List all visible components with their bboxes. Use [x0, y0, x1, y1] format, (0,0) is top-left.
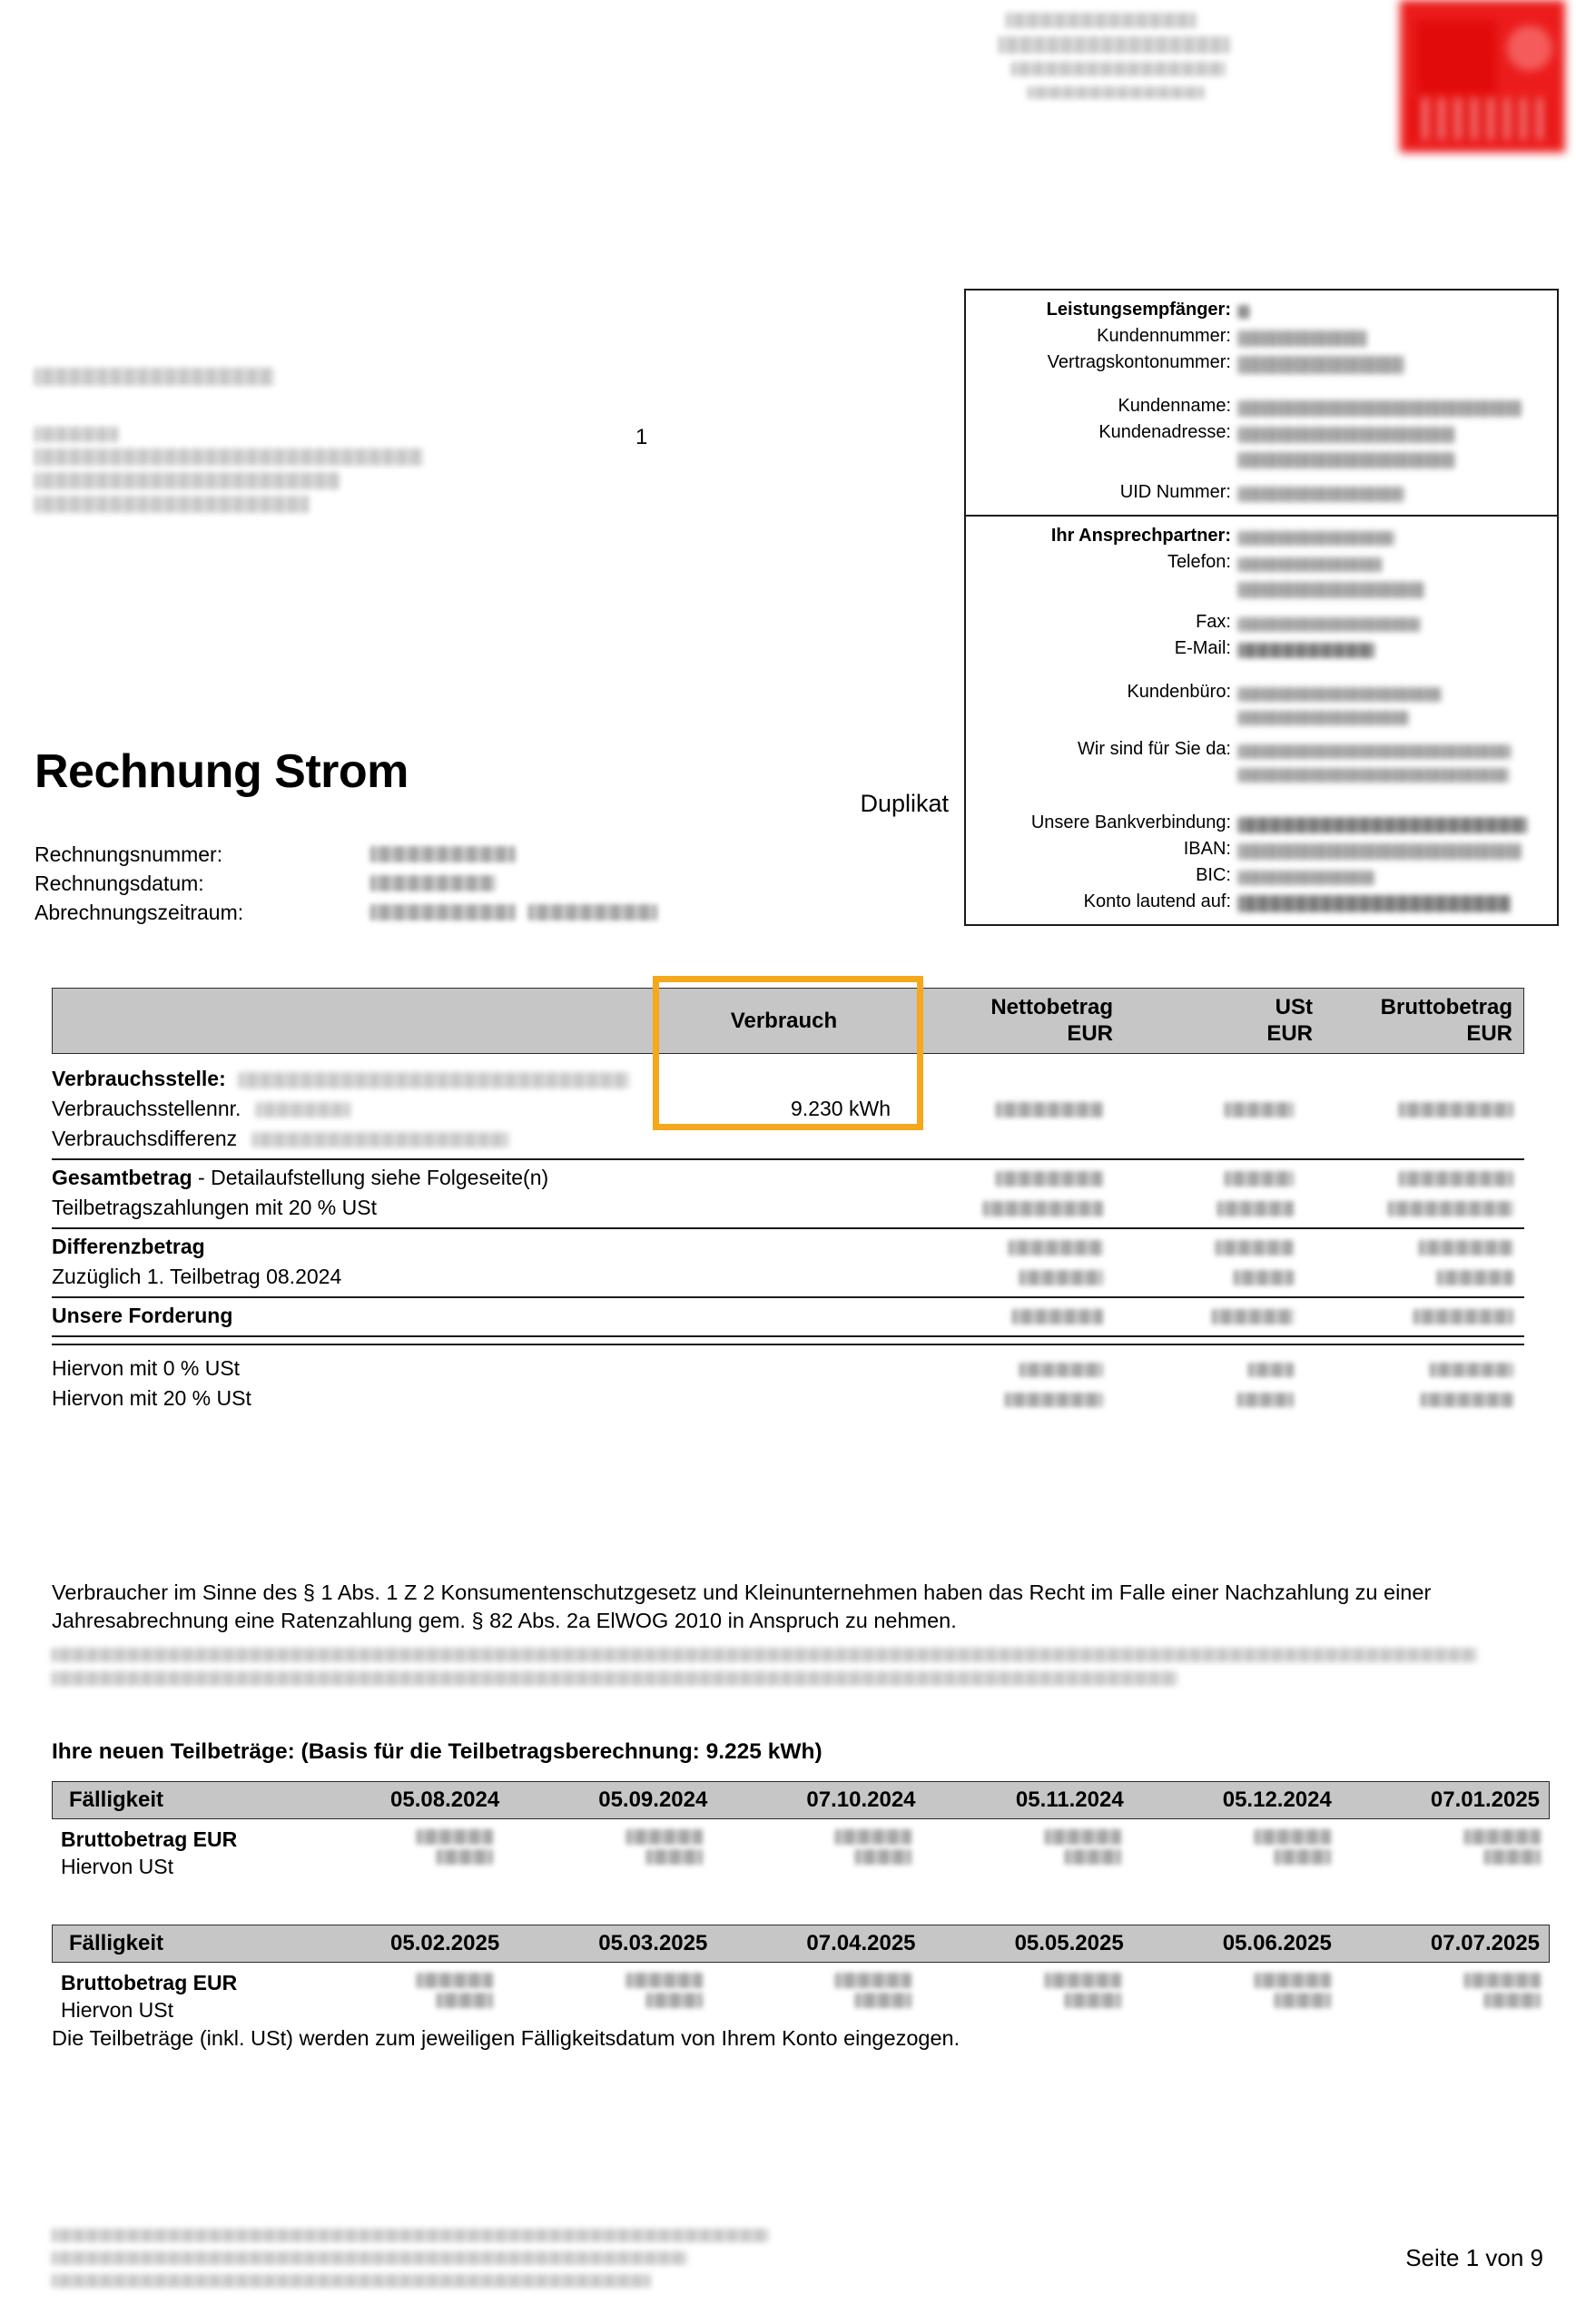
row-consumption-cell: [655, 1160, 911, 1166]
row-gross-cell: [1303, 1091, 1524, 1121]
row-vat-cell: [1112, 1229, 1303, 1259]
faelligkeit-label: Fälligkeit: [69, 1931, 164, 1955]
logo-mark-icon: [1400, 0, 1565, 153]
row-vat-cell: [1112, 1091, 1303, 1121]
info-row-vertragskontonummer: [970, 351, 1548, 375]
sender-address-redacted: [34, 368, 274, 386]
info-row-kundenadresse: [970, 421, 1548, 468]
table-row: [52, 1160, 1524, 1190]
page-marker: 1: [635, 425, 648, 449]
abrechnungszeitraum-label: Abrechnungszeitraum:: [34, 900, 244, 924]
installments-amount-cell: [292, 1826, 502, 1880]
row-net-cell: [911, 1229, 1112, 1259]
info-row-iban: [970, 838, 1548, 862]
info-row-uid-nummer: [970, 481, 1548, 505]
row-label-cell: [52, 1351, 655, 1381]
info-row-kundenname: [970, 395, 1548, 419]
table-row: [52, 1381, 1524, 1411]
hiervon-20-label: Hiervon mit 20 % USt: [52, 1386, 251, 1410]
row-vat-cell: [1112, 1351, 1303, 1381]
row-gross-cell: [1303, 1121, 1524, 1127]
table-row: [52, 1091, 1524, 1121]
table-row: [52, 1298, 1524, 1328]
row-label-cell: [52, 1160, 655, 1190]
fax-label: Fax:: [1196, 612, 1231, 632]
row-label-cell: [52, 1229, 655, 1259]
row-consumption-cell: [655, 1061, 911, 1067]
row-net-cell: [911, 1091, 1112, 1121]
row-net-cell: [911, 1298, 1112, 1328]
row-vat-cell: [1112, 1259, 1303, 1289]
table-row: [52, 1351, 1524, 1381]
row-label-cell: [52, 1121, 655, 1151]
installments-row-labels: [52, 1826, 292, 1880]
row-vat-cell: [1112, 1061, 1303, 1067]
legal-notice-text: Verbraucher im Sinne des § 1 Abs. 1 Z 2 Konsumentenschutzgesetz und Kleinunternehmen haben das Recht im Falle einer Nachzahlung zu einer Jahresabrechnung eine Ratenzahlung gem. § 82 Abs. 2a ElWOG 2010 in Anspruch zu nehmen.: [52, 1580, 1432, 1632]
row-label-cell: [52, 1061, 655, 1091]
header-gross-line2: EUR: [1466, 1021, 1512, 1046]
info-row-kundennummer: [970, 325, 1548, 349]
installments-amount-cell: [1130, 1826, 1340, 1880]
konto-lautend-auf-label: Konto lautend auf:: [1083, 891, 1231, 911]
info-row-fax: [970, 611, 1548, 635]
table-row: [52, 1061, 1524, 1091]
company-name-redacted: [990, 7, 1262, 73]
sender-line: [34, 368, 543, 413]
row-gross-cell: [1303, 1298, 1524, 1328]
installments-closing-note: Die Teilbeträge (inkl. USt) werden zum jeweiligen Fälligkeitsdatum von Ihrem Konto eingezogen.: [52, 2026, 960, 2050]
footer-redacted-block: [52, 2229, 823, 2297]
kundennummer-label: Kundennummer:: [1097, 326, 1231, 346]
bruttobetrag-eur-label: Bruttobetrag EUR: [61, 1827, 238, 1851]
info-row-konto-lautend-auf: [970, 891, 1548, 914]
row-net-cell: [911, 1061, 1112, 1067]
ansprechpartner-heading-label: Ihr Ansprechpartner:: [1050, 526, 1231, 546]
row-label-cell: [52, 1298, 655, 1328]
meta-row-rechnungsdatum: [34, 869, 657, 898]
rechnungsnummer-label: Rechnungsnummer:: [34, 842, 223, 866]
header-vat-cell: [1122, 989, 1322, 1053]
info-row-email: [970, 637, 1548, 661]
header-consumption-cell: Verbrauch: [730, 1008, 838, 1033]
row-label-cell: [52, 1259, 655, 1289]
info-box: [964, 289, 1559, 926]
header-vat-line1: USt: [1275, 995, 1313, 1019]
due-date-cell: 07.04.2025: [806, 1931, 916, 1955]
installments-amount-cell: [1130, 1969, 1340, 2024]
info-recipient-section: [966, 290, 1557, 515]
row-vat-cell: [1112, 1121, 1303, 1127]
header-description-cell: [53, 989, 656, 1053]
uid-nummer-label: UID Nummer:: [1119, 482, 1231, 502]
installments-amount-cell: [1340, 1826, 1550, 1880]
hiervon-ust-label: Hiervon USt: [61, 1855, 173, 1878]
row-gross-cell: [1303, 1160, 1524, 1190]
info-row-ansprechpartner-heading: [970, 525, 1548, 548]
due-date-cell: 05.12.2024: [1222, 1787, 1332, 1812]
row-net-cell: [911, 1160, 1112, 1190]
email-label: E-Mail:: [1174, 638, 1231, 658]
kundenbuero-label: Kundenbüro:: [1127, 682, 1231, 702]
row-consumption-cell: [655, 1190, 911, 1196]
row-gross-cell: [1303, 1259, 1524, 1289]
row-consumption-cell: 9.230 kWh: [791, 1097, 891, 1120]
info-contact-section: [966, 517, 1557, 793]
meta-row-abrechnungszeitraum: [34, 898, 657, 927]
hiervon-ust-label: Hiervon USt: [61, 1998, 173, 2022]
duplicate-label: Duplikat: [860, 790, 949, 817]
invoice-meta-block: [34, 840, 657, 927]
kundenadresse-label: Kundenadresse:: [1098, 422, 1231, 442]
rechnungsdatum-label: Rechnungsdatum:: [34, 871, 204, 895]
due-date-cell: 05.09.2024: [598, 1787, 708, 1812]
row-consumption-cell: [655, 1298, 911, 1304]
row-gross-cell: [1303, 1229, 1524, 1259]
zuzueglich-teilbetrag-label: Zuzüglich 1. Teilbetrag 08.2024: [52, 1265, 342, 1288]
main-amounts-table: [52, 988, 1524, 1411]
due-date-cell: 05.02.2025: [390, 1931, 500, 1955]
bic-label: BIC:: [1196, 865, 1231, 885]
row-gross-cell: [1303, 1381, 1524, 1411]
table-row: [52, 1229, 1524, 1259]
row-net-cell: [911, 1351, 1112, 1381]
due-date-cell: 05.08.2024: [390, 1787, 500, 1812]
page-number-footer: Seite 1 von 9: [1405, 2244, 1543, 2271]
table-divider-double: [52, 1335, 1524, 1345]
installments-header-row: [52, 1925, 1550, 1963]
due-date-cell: 05.06.2025: [1222, 1931, 1332, 1955]
verbrauchsstellennr-label: Verbrauchsstellennr.: [52, 1097, 241, 1120]
bankverbindung-label: Unsere Bankverbindung:: [1030, 812, 1231, 832]
due-date-cell: 07.10.2024: [806, 1787, 916, 1812]
table-row: [52, 1121, 1524, 1151]
installments-amount-cell: [712, 1969, 921, 2024]
legal-redacted-block: [52, 1648, 1522, 1695]
row-vat-cell: [1112, 1298, 1303, 1328]
unsere-forderung-label: Unsere Forderung: [52, 1304, 233, 1327]
header-gross-cell: [1322, 989, 1523, 1053]
row-vat-cell: [1112, 1381, 1303, 1411]
info-row-wir-sind-fuer-sie-da: [970, 738, 1548, 783]
row-gross-cell: [1303, 1351, 1524, 1381]
row-net-cell: [911, 1381, 1112, 1411]
company-logo: [985, 0, 1576, 159]
row-consumption-cell: [655, 1229, 911, 1235]
meta-row-rechnungsnummer: [34, 840, 657, 869]
header-vat-line2: EUR: [1266, 1021, 1313, 1046]
gesamtbetrag-label: Gesamtbetrag: [52, 1166, 192, 1189]
due-date-cell: 07.01.2025: [1430, 1787, 1541, 1812]
installments-amount-cell: [712, 1826, 921, 1880]
info-row-telefon: [970, 551, 1548, 598]
verbrauchsdifferenz-label: Verbrauchsdifferenz: [52, 1127, 238, 1150]
installments-amount-cell: [502, 1826, 712, 1880]
row-gross-cell: [1303, 1190, 1524, 1220]
info-row-recipient-heading: [970, 299, 1548, 322]
installments-amount-cell: [921, 1969, 1130, 2024]
wir-sind-fuer-sie-da-label: Wir sind für Sie da:: [1078, 739, 1231, 759]
table-row: [52, 1190, 1524, 1220]
due-date-cell: 07.07.2025: [1430, 1931, 1541, 1955]
iban-label: IBAN:: [1183, 839, 1231, 859]
header-net-line1: Nettobetrag: [990, 995, 1113, 1019]
row-label-cell: [52, 1190, 655, 1220]
recipient-address-block: [34, 427, 543, 519]
hiervon-0-label: Hiervon mit 0 % USt: [52, 1356, 241, 1380]
row-net-cell: [911, 1121, 1112, 1127]
installments-amount-cell: [502, 1969, 712, 2024]
row-vat-cell: [1112, 1190, 1303, 1220]
info-row-bankverbindung: [970, 812, 1548, 835]
installments-title: Ihre neuen Teilbeträge: (Basis für die Teilbetragsberechnung: 9.225 kWh): [52, 1739, 822, 1764]
row-net-cell: [911, 1190, 1112, 1220]
installments-table-2: [52, 1925, 1550, 2024]
installments-row-labels: [52, 1969, 292, 2024]
row-consumption-cell: [655, 1259, 911, 1265]
installments-body-row: [52, 1819, 1550, 1880]
due-date-cell: 05.03.2025: [598, 1931, 708, 1955]
verbrauchsstelle-label: Verbrauchsstelle:: [52, 1067, 226, 1090]
differenzbetrag-label: Differenzbetrag: [52, 1235, 205, 1258]
row-consumption-cell: [655, 1381, 911, 1386]
header-net-cell: [911, 989, 1122, 1053]
faelligkeit-label: Fälligkeit: [69, 1787, 164, 1812]
gesamtbetrag-suffix: - Detailaufstellung siehe Folgeseite(n): [192, 1166, 549, 1189]
vertragskontonummer-label: Vertragskontonummer:: [1047, 352, 1231, 372]
header-gross-line1: Bruttobetrag: [1380, 995, 1512, 1019]
installments-body-row: [52, 1963, 1550, 2024]
row-vat-cell: [1112, 1160, 1303, 1190]
page-title: Rechnung Strom: [34, 744, 409, 798]
table-row: [52, 1259, 1524, 1289]
row-consumption-cell: [655, 1121, 911, 1127]
installments-header-row: [52, 1781, 1550, 1819]
row-net-cell: [911, 1259, 1112, 1289]
row-label-cell: [52, 1381, 655, 1411]
header-net-line2: EUR: [1067, 1021, 1113, 1046]
teilbetragszahlungen-label: Teilbetragszahlungen mit 20 % USt: [52, 1196, 377, 1219]
info-row-kundenbuero: [970, 681, 1548, 725]
bruttobetrag-eur-label: Bruttobetrag EUR: [61, 1971, 238, 1994]
main-table-header-row: [52, 988, 1524, 1054]
info-row-bic: [970, 864, 1548, 888]
telefon-label: Telefon:: [1167, 552, 1231, 572]
due-date-cell: 05.11.2024: [1015, 1787, 1124, 1812]
due-date-cell: 05.05.2025: [1014, 1931, 1124, 1955]
installments-amount-cell: [1340, 1969, 1550, 2024]
row-consumption-cell: [655, 1351, 911, 1356]
row-gross-cell: [1303, 1061, 1524, 1067]
info-bank-section: [966, 793, 1557, 924]
installments-table-1: [52, 1781, 1550, 1880]
installments-amount-cell: [921, 1826, 1130, 1880]
row-label-cell: [52, 1091, 655, 1121]
kundenname-label: Kundenname:: [1118, 396, 1231, 416]
installments-amount-cell: [292, 1969, 502, 2024]
recipient-heading-label: Leistungsempfänger:: [1046, 300, 1231, 320]
